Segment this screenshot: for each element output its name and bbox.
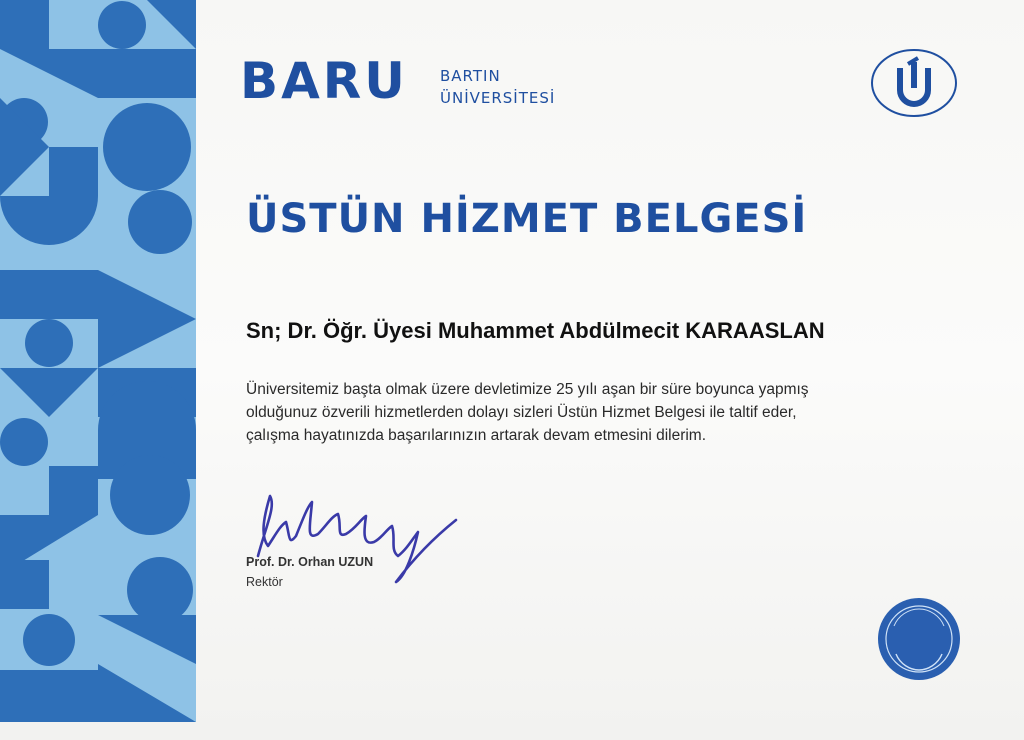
body-line: çalışma hayatınızda başarılarınızın artarak devam etmesini dilerim.	[246, 427, 707, 444]
signatory-name: Prof. Dr. Orhan UZUN	[246, 555, 374, 569]
certificate-title: ÜSTÜN HİZMET BELGESİ	[246, 196, 808, 242]
academic-year-seal	[874, 596, 964, 682]
university-name-line1: BARTIN	[440, 67, 501, 85]
university-name	[440, 66, 555, 110]
recipient-name: Sn; Dr. Öğr. Üyesi Muhammet Abdülmecit KARAASLAN	[246, 318, 825, 343]
university-emblem-icon	[870, 48, 958, 118]
handwritten-signature	[246, 486, 466, 586]
body-line: Üniversitemiz başta olmak üzere devletimize 25 yılı aşan bir süre boyunca yapmış	[246, 381, 809, 398]
university-logo: BARU	[240, 52, 408, 110]
university-name-line2: ÜNİVERSİTESİ	[440, 88, 556, 107]
signatory-title: Rektör	[246, 575, 283, 589]
decorative-pattern-strip	[0, 0, 196, 722]
certificate-body	[246, 378, 946, 447]
body-line: olduğunuz özverili hizmetlerden dolayı sizleri Üstün Hizmet Belgesi ile taltif eder,	[246, 404, 797, 421]
